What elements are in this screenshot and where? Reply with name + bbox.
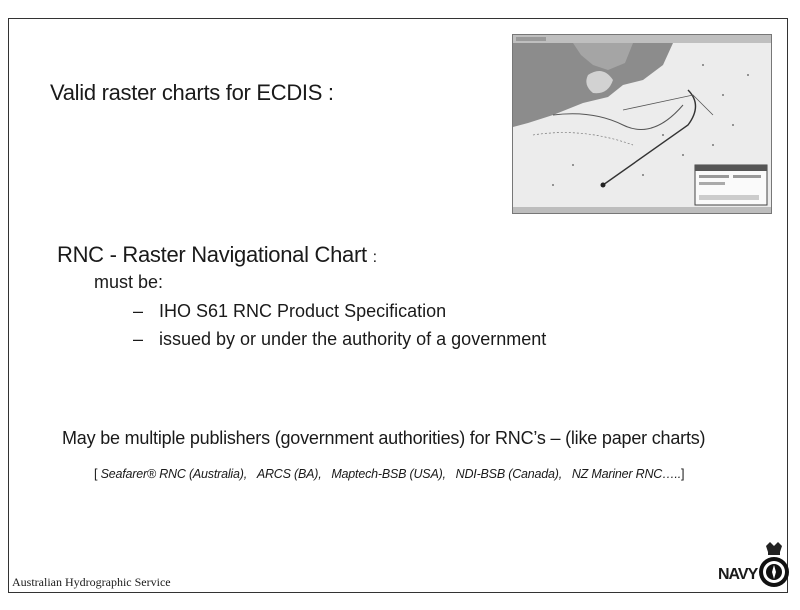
raster-chart-thumbnail	[512, 34, 772, 214]
example-seafarer: Seafarer® RNC (Australia),	[100, 467, 247, 481]
requirement-text: issued by or under the authority of a government	[159, 329, 547, 349]
navy-logo-text: NAVY	[718, 566, 758, 583]
must-be-label: must be:	[94, 272, 164, 292]
slide-title: Valid raster charts for ECDIS :	[50, 80, 334, 105]
publisher-examples	[94, 467, 684, 481]
navy-logo	[718, 542, 792, 594]
example-maptech: Maptech-BSB (USA),	[331, 467, 446, 481]
navy-crest-icon	[718, 542, 792, 594]
publishers-note: May be multiple publishers (government authorities) for RNC’s – (like paper charts)	[62, 428, 706, 448]
bullet-dash: –	[133, 301, 144, 321]
requirement-item	[133, 301, 446, 322]
bullet-dash: –	[133, 329, 144, 349]
requirement-item	[133, 329, 546, 350]
footer-organization: Australian Hydrographic Service	[12, 575, 171, 589]
rnc-heading-colon: :	[372, 249, 377, 266]
bracket-close: ]	[680, 467, 685, 481]
example-ndi: NDI-BSB (Canada),	[455, 467, 563, 481]
example-nz-mariner: NZ Mariner RNC…..	[571, 467, 681, 481]
bracket-open: [	[94, 467, 98, 481]
chart-thumbnail-image	[513, 35, 771, 213]
rnc-heading	[57, 242, 377, 268]
requirement-text: IHO S61 RNC Product Specification	[159, 301, 447, 321]
example-arcs: ARCS (BA),	[256, 467, 322, 481]
rnc-heading-text: RNC - Raster Navigational Chart	[57, 242, 367, 267]
